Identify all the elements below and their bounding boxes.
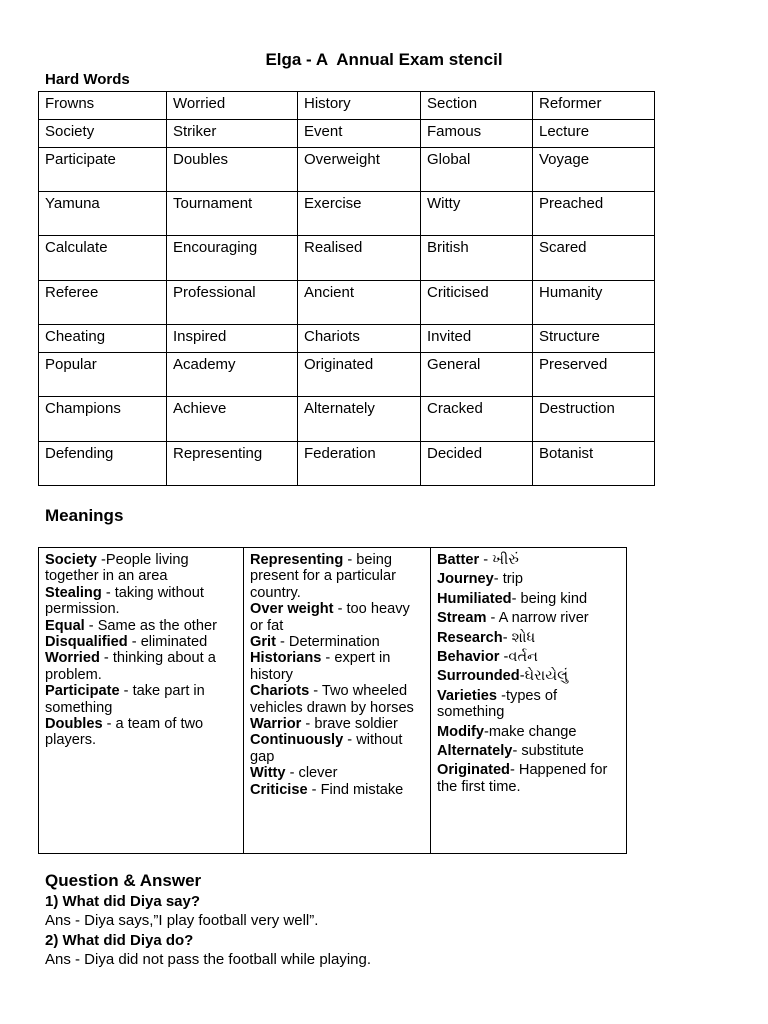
meaning-word: Witty xyxy=(250,765,286,782)
meaning-definition: - being present for a particular country. xyxy=(250,552,397,601)
hard-word-cell: Inspired xyxy=(167,325,298,353)
hard-word-cell: Preserved xyxy=(533,353,655,397)
meaning-word: Participate xyxy=(45,683,120,700)
hard-words-row xyxy=(39,353,655,397)
meaning-word: Stealing xyxy=(45,584,102,601)
hard-word-cell: Witty xyxy=(421,192,533,236)
hard-word-cell: Defending xyxy=(39,442,167,486)
meaning-entry xyxy=(437,552,620,568)
hard-words-row xyxy=(39,92,655,120)
meaning-definition: - substitute xyxy=(512,743,584,760)
hard-word-cell: Originated xyxy=(298,353,421,397)
hard-word-cell: Lecture xyxy=(533,120,655,148)
meaning-word: Surrounded xyxy=(437,668,520,685)
hard-word-cell: Destruction xyxy=(533,397,655,442)
meaning-word: Warrior xyxy=(250,716,302,733)
meaning-definition: - brave soldier xyxy=(301,716,398,733)
meaning-word: Alternately xyxy=(437,743,513,760)
hard-word-cell: Preached xyxy=(533,192,655,236)
meaning-entry xyxy=(250,683,424,716)
meanings-column-2 xyxy=(244,548,431,854)
hard-word-cell: Section xyxy=(421,92,533,120)
meaning-word: Originated xyxy=(437,762,510,779)
qa-question: 2) What did Diya do? xyxy=(45,931,194,949)
meaning-definition: - Find mistake xyxy=(307,781,404,798)
hard-words-table xyxy=(38,91,655,486)
meaning-definition: - thinking about a problem. xyxy=(45,650,216,683)
meaning-entry xyxy=(250,782,424,798)
meaning-entry xyxy=(437,649,620,665)
meanings-table xyxy=(38,547,627,854)
qa-question: 1) What did Diya say? xyxy=(45,892,201,910)
meaning-word: Research xyxy=(437,629,503,646)
hard-word-cell: General xyxy=(421,353,533,397)
meaning-word: Humiliated xyxy=(437,590,512,607)
meaning-entry xyxy=(45,634,237,650)
hard-word-cell: Representing xyxy=(167,442,298,486)
meaning-definition: - શોધ xyxy=(502,629,536,646)
hard-word-cell: Achieve xyxy=(167,397,298,442)
meaning-entry xyxy=(437,610,620,626)
meaning-definition: - taking without permission. xyxy=(45,584,204,618)
hard-word-cell: Chariots xyxy=(298,325,421,353)
meaning-word: Varieties xyxy=(437,687,498,704)
meaning-entry xyxy=(250,650,424,683)
meaning-entry xyxy=(250,634,424,650)
hard-word-cell: Ancient xyxy=(298,281,421,325)
meaning-word: Journey xyxy=(437,571,494,588)
meanings-column-1 xyxy=(39,548,244,854)
meaning-entry xyxy=(45,552,237,585)
meaning-entry xyxy=(45,618,237,634)
meaning-definition: -ઘેરાયેલું xyxy=(519,668,569,685)
meaning-word: Worried xyxy=(45,650,100,667)
meaning-definition: - trip xyxy=(493,571,523,588)
hard-words-row xyxy=(39,442,655,486)
meaning-definition: - eliminated xyxy=(127,634,208,651)
hard-word-cell: History xyxy=(298,92,421,120)
hard-word-cell: Calculate xyxy=(39,236,167,281)
hard-word-cell: Botanist xyxy=(533,442,655,486)
meaning-entry xyxy=(437,591,620,607)
hard-word-cell: Invited xyxy=(421,325,533,353)
question-answer-section xyxy=(45,871,745,970)
meaning-definition: - Two wheeled vehicles drawn by horses xyxy=(250,683,414,716)
meaning-definition: - a team of two players. xyxy=(45,716,204,749)
page-title: Elga - A Annual Exam stencil xyxy=(265,50,503,69)
hard-word-cell: Doubles xyxy=(167,148,298,192)
hard-word-cell: Professional xyxy=(167,281,298,325)
hard-word-cell: Federation xyxy=(298,442,421,486)
hard-word-cell: Scared xyxy=(533,236,655,281)
meaning-entry xyxy=(45,683,237,716)
meaning-word: Historians xyxy=(250,650,322,667)
meaning-entry xyxy=(250,716,424,732)
meaning-word: Doubles xyxy=(45,716,103,733)
meaning-word: Continuously xyxy=(250,732,344,749)
hard-word-cell: Referee xyxy=(39,281,167,325)
meaning-word: Grit xyxy=(250,634,276,651)
hard-words-body xyxy=(39,92,655,486)
hard-word-cell: Worried xyxy=(167,92,298,120)
meaning-definition: - Happened for the first time. xyxy=(437,762,608,795)
meaning-entry xyxy=(45,585,237,618)
hard-word-cell: Overweight xyxy=(298,148,421,192)
meaning-word: Equal xyxy=(45,617,85,634)
hard-words-row xyxy=(39,120,655,148)
hard-word-cell: Striker xyxy=(167,120,298,148)
meaning-word: Criticise xyxy=(250,781,308,798)
hard-words-heading: Hard Words xyxy=(45,71,130,88)
meaning-entry xyxy=(437,688,620,721)
meaning-definition: - expert in history xyxy=(250,650,391,683)
hard-word-cell: Cracked xyxy=(421,397,533,442)
meaning-definition: - being kind xyxy=(511,590,588,607)
hard-word-cell: Society xyxy=(39,120,167,148)
meaning-entry xyxy=(437,724,620,740)
meaning-definition: - ખીરું xyxy=(479,552,520,568)
meaning-definition: - without gap xyxy=(250,732,403,765)
hard-word-cell: Global xyxy=(421,148,533,192)
qa-answer: Ans - Diya did not pass the football while playing. xyxy=(45,951,372,968)
hard-word-cell: Cheating xyxy=(39,325,167,353)
meaning-word: Chariots xyxy=(250,683,310,700)
hard-word-cell: Encouraging xyxy=(167,236,298,281)
hard-word-cell: Frowns xyxy=(39,92,167,120)
hard-word-cell: Popular xyxy=(39,353,167,397)
hard-word-cell: Participate xyxy=(39,148,167,192)
meaning-entry xyxy=(437,668,620,684)
meaning-entry xyxy=(250,552,424,601)
meaning-entry xyxy=(250,765,424,781)
meaning-definition: - take part in something xyxy=(45,683,205,716)
hard-word-cell: Alternately xyxy=(298,397,421,442)
qa-heading: Question & Answer xyxy=(45,871,202,890)
hard-word-cell: Champions xyxy=(39,397,167,442)
meaning-entry xyxy=(250,732,424,765)
hard-words-row xyxy=(39,397,655,442)
hard-word-cell: Voyage xyxy=(533,148,655,192)
meaning-definition: - clever xyxy=(285,765,338,782)
meaning-definition: - A narrow river xyxy=(486,610,589,627)
meaning-entry xyxy=(437,743,620,759)
hard-word-cell: Famous xyxy=(421,120,533,148)
hard-word-cell: Decided xyxy=(421,442,533,486)
meaning-definition: -People living together in an area xyxy=(45,552,189,585)
meaning-definition: - Same as the other xyxy=(84,617,217,634)
hard-word-cell: Yamuna xyxy=(39,192,167,236)
meaning-definition: - Determination xyxy=(275,634,380,651)
hard-word-cell: Academy xyxy=(167,353,298,397)
meaning-entry xyxy=(437,571,620,587)
meanings-heading: Meanings xyxy=(45,506,124,525)
hard-word-cell: Reformer xyxy=(533,92,655,120)
hard-word-cell: Realised xyxy=(298,236,421,281)
hard-word-cell: Structure xyxy=(533,325,655,353)
meaning-word: Batter xyxy=(437,552,480,568)
hard-words-row xyxy=(39,325,655,353)
meaning-definition: -types of something xyxy=(437,687,558,721)
meaning-entry xyxy=(437,762,620,795)
meaning-entry xyxy=(437,630,620,646)
meaning-entry xyxy=(45,716,237,749)
meaning-word: Representing xyxy=(250,552,344,568)
meanings-column-3 xyxy=(431,548,627,854)
hard-words-row xyxy=(39,236,655,281)
hard-words-row xyxy=(39,281,655,325)
hard-word-cell: British xyxy=(421,236,533,281)
meaning-word: Disqualified xyxy=(45,634,128,651)
hard-words-row xyxy=(39,148,655,192)
hard-word-cell: Tournament xyxy=(167,192,298,236)
meaning-definition: -make change xyxy=(484,723,577,740)
meaning-entry xyxy=(45,650,237,683)
hard-word-cell: Event xyxy=(298,120,421,148)
meaning-word: Behavior xyxy=(437,649,500,666)
meaning-word: Stream xyxy=(437,610,487,627)
meaning-definition: - too heavy or fat xyxy=(250,601,410,634)
meaning-entry xyxy=(250,601,424,634)
qa-answer: Ans - Diya says,”I play football very well”. xyxy=(45,912,319,929)
hard-word-cell: Criticised xyxy=(421,281,533,325)
meaning-definition: -વર્તન xyxy=(499,649,539,666)
hard-word-cell: Exercise xyxy=(298,192,421,236)
hard-word-cell: Humanity xyxy=(533,281,655,325)
hard-words-row xyxy=(39,192,655,236)
meaning-word: Over weight xyxy=(250,601,334,618)
meaning-word: Modify xyxy=(437,723,485,740)
meaning-word: Society xyxy=(45,552,97,568)
